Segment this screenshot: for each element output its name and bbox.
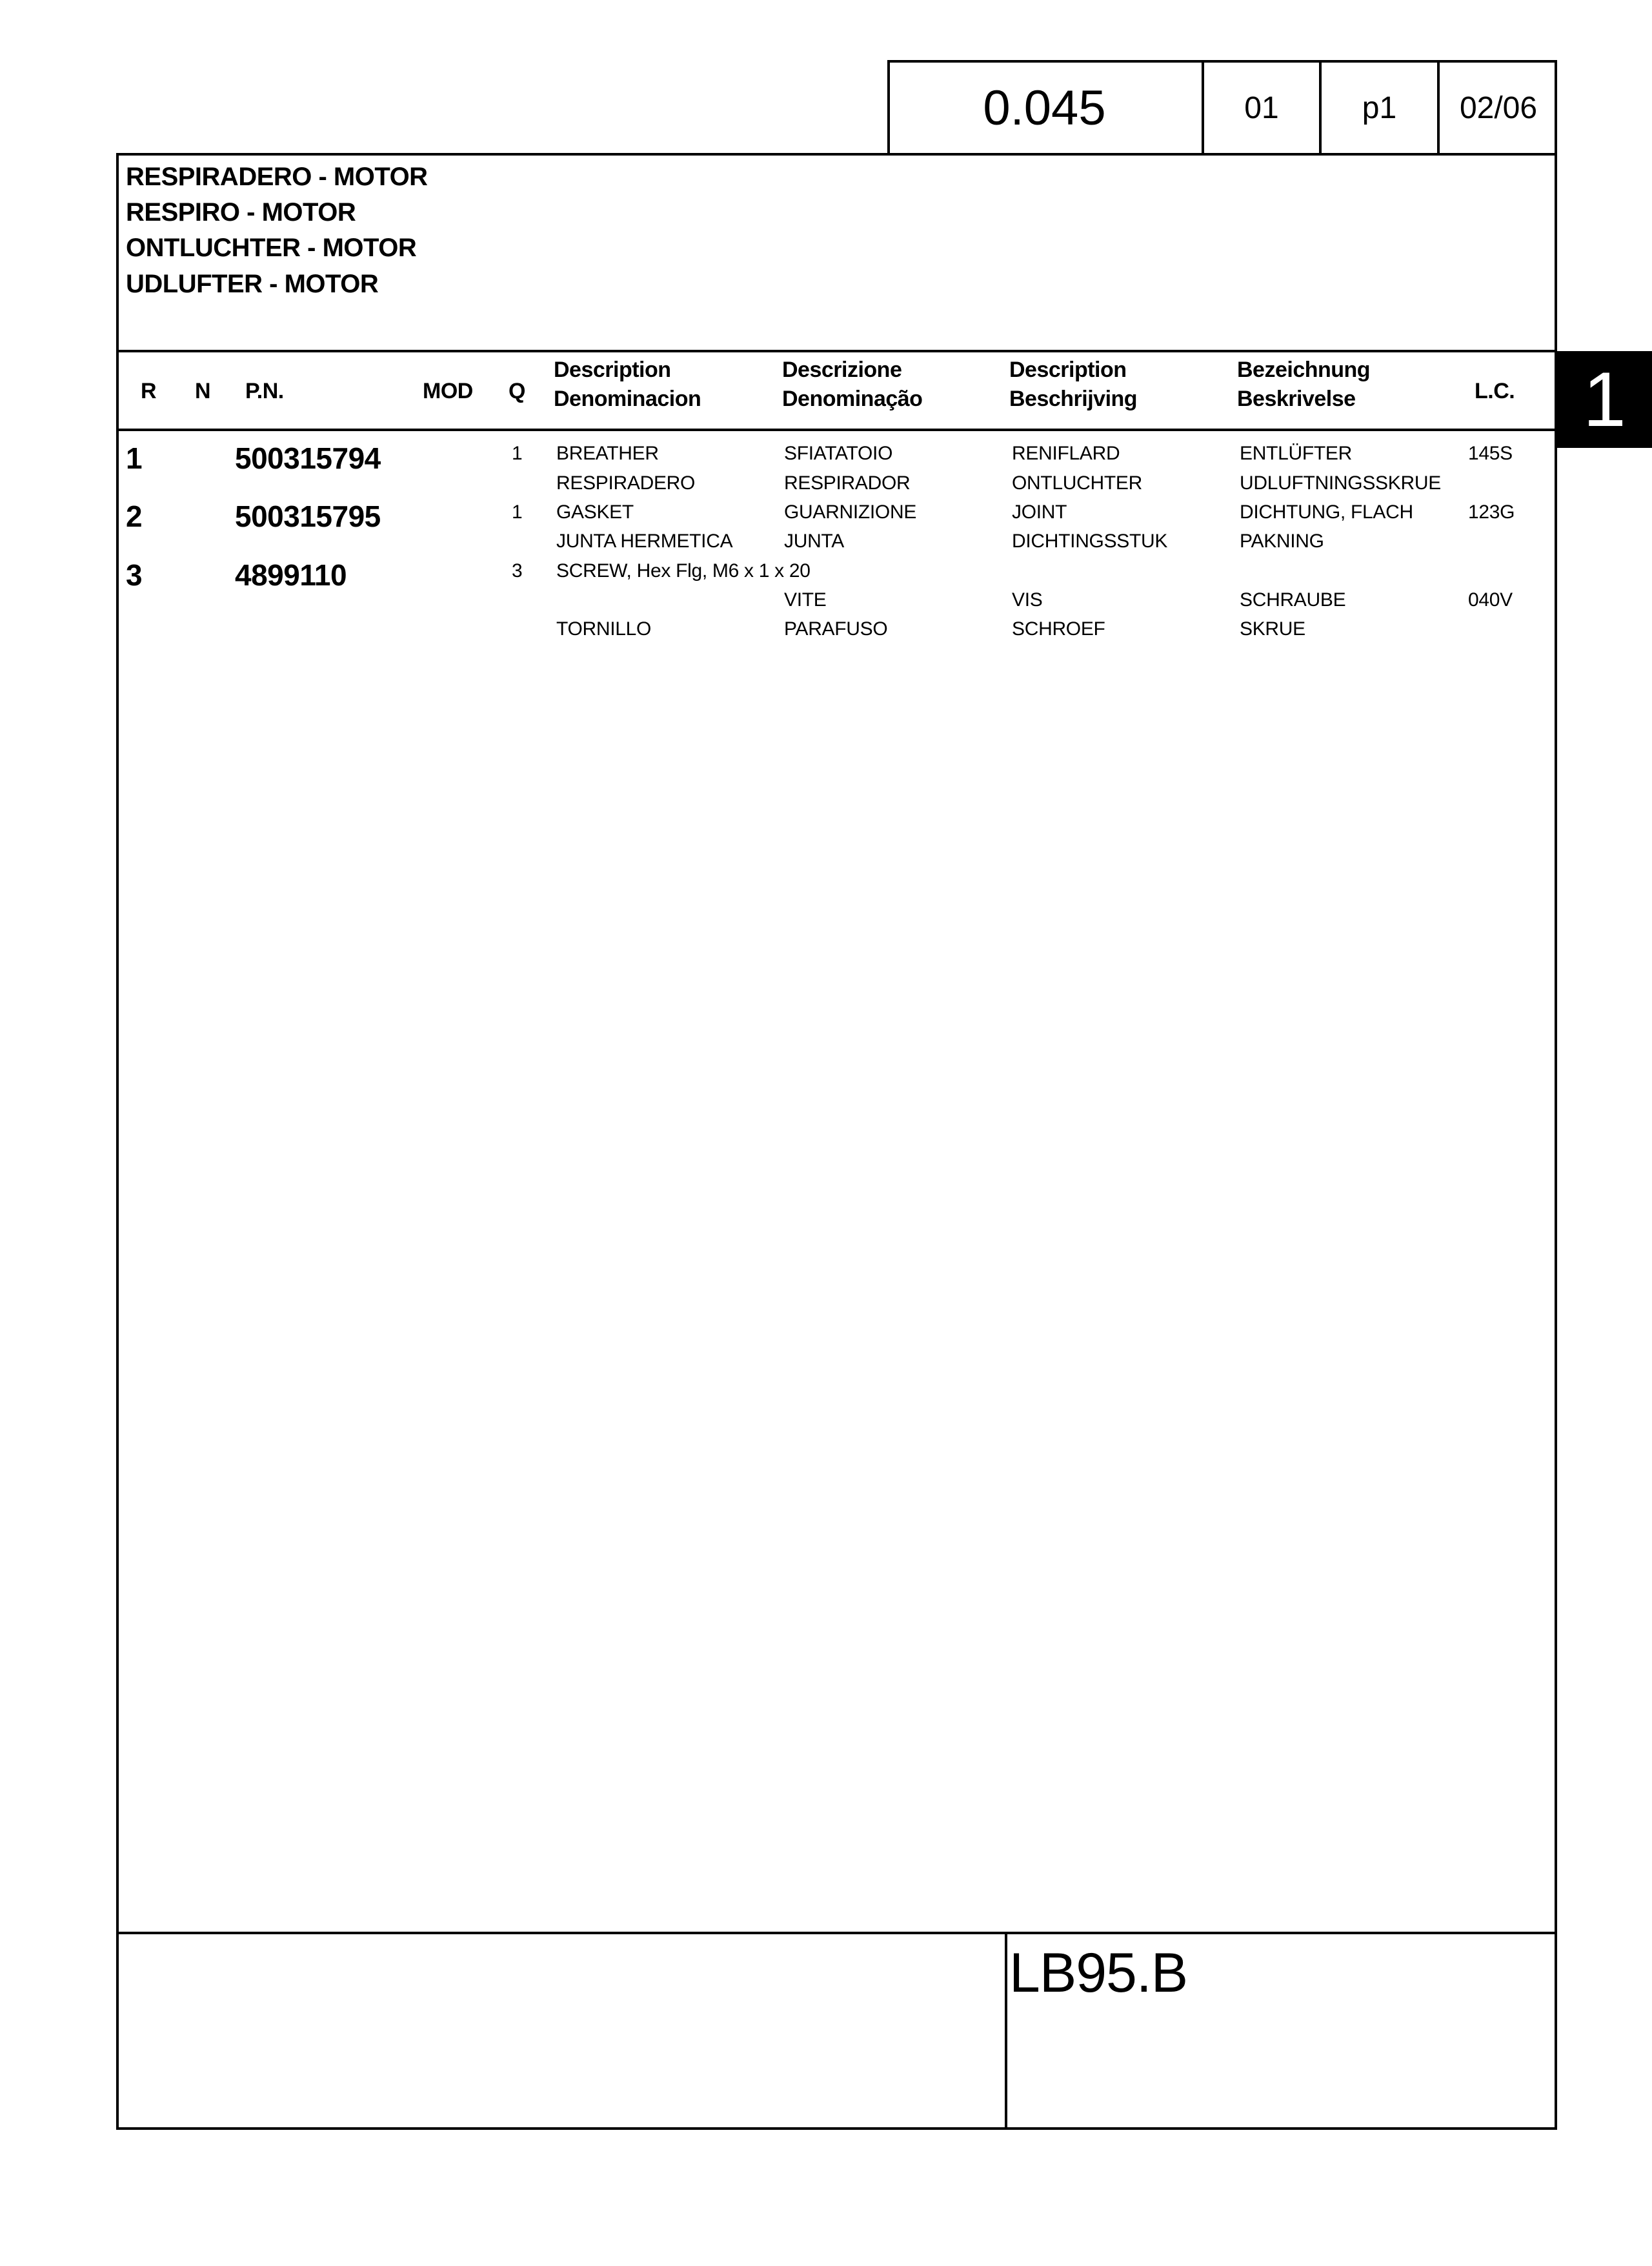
row-desc-fr: JOINT [1012, 501, 1067, 523]
row-desc-da: UDLUFTNINGSSKRUE [1240, 472, 1441, 494]
col-header-desc-en: Description [554, 358, 671, 382]
row-lc: 123G [1468, 501, 1515, 523]
row-ref: 1 [126, 441, 143, 475]
row-desc-it: VITE [784, 589, 827, 611]
row-lc: 040V [1468, 589, 1513, 611]
title-line-pt: RESPIRO - MOTOR [126, 198, 356, 227]
section-tab: 1 [1557, 351, 1652, 448]
row-lc: 145S [1468, 443, 1513, 464]
column-header-bottom-rule [116, 429, 1557, 431]
row-desc-nl: DICHTINGSSTUK [1012, 531, 1168, 552]
sub-number: 01 [1244, 90, 1279, 125]
col-header-desc-es: Denominacion [554, 387, 701, 411]
row-desc-it: SFIATATOIO [784, 443, 893, 464]
row-qty: 1 [512, 501, 523, 523]
col-header-lc: L.C. [1475, 379, 1515, 403]
row-desc-en: GASKET [556, 501, 634, 523]
col-header-n: N [195, 379, 211, 403]
col-header-mod: MOD [423, 379, 473, 403]
row-desc-de: SCHRAUBE [1240, 589, 1346, 611]
col-header-desc-it: Descrizione [782, 358, 902, 382]
row-desc-es: RESPIRADERO [556, 472, 696, 494]
col-header-q: Q [509, 379, 525, 403]
footer-rule [116, 1932, 1557, 1934]
title-line-nl: ONTLUCHTER - MOTOR [126, 234, 417, 262]
row-desc-fr: RENIFLARD [1012, 443, 1120, 464]
row-desc-de: ENTLÜFTER [1240, 443, 1352, 464]
footer-divider [1005, 1932, 1007, 2130]
col-header-desc-nl: Beschrijving [1009, 387, 1138, 411]
row-desc-da: SKRUE [1240, 618, 1305, 640]
row-desc-en: SCREW, Hex Flg, M6 x 1 x 20 [556, 560, 811, 582]
row-ref: 3 [126, 558, 143, 592]
row-desc-pt: JUNTA [784, 531, 844, 552]
col-header-desc-de: Bezeichnung [1237, 358, 1371, 382]
row-part-number: 4899110 [235, 558, 347, 592]
row-desc-es: TORNILLO [556, 618, 652, 640]
row-desc-nl: ONTLUCHTER [1012, 472, 1143, 494]
page-code: p1 [1362, 90, 1397, 125]
row-qty: 3 [512, 560, 523, 582]
row-desc-pt: PARAFUSO [784, 618, 888, 640]
col-header-desc-pt: Denominação [782, 387, 923, 411]
title-line-da: UDLUFTER - MOTOR [126, 270, 379, 298]
col-header-desc-da: Beskrivelse [1237, 387, 1356, 411]
row-desc-pt: RESPIRADOR [784, 472, 911, 494]
date: 02/06 [1459, 90, 1538, 125]
col-header-desc-fr: Description [1009, 358, 1127, 382]
title-line-es: RESPIRADERO - MOTOR [126, 163, 428, 191]
row-desc-fr: VIS [1012, 589, 1043, 611]
col-header-r: R [141, 379, 157, 403]
row-qty: 1 [512, 443, 523, 464]
row-desc-da: PAKNING [1240, 531, 1324, 552]
row-ref: 2 [126, 500, 143, 533]
row-part-number: 500315794 [235, 441, 381, 475]
row-desc-es: JUNTA HERMETICA [556, 531, 733, 552]
column-header-top-rule [116, 350, 1557, 352]
row-desc-en: BREATHER [556, 443, 659, 464]
row-desc-de: DICHTUNG, FLACH [1240, 501, 1413, 523]
row-desc-it: GUARNIZIONE [784, 501, 917, 523]
row-part-number: 500315795 [235, 500, 381, 533]
model-code: LB95.B [1009, 1942, 1188, 2004]
row-desc-nl: SCHROEF [1012, 618, 1105, 640]
section-number: 0.045 [983, 80, 1106, 136]
col-header-pn: P.N. [245, 379, 284, 403]
